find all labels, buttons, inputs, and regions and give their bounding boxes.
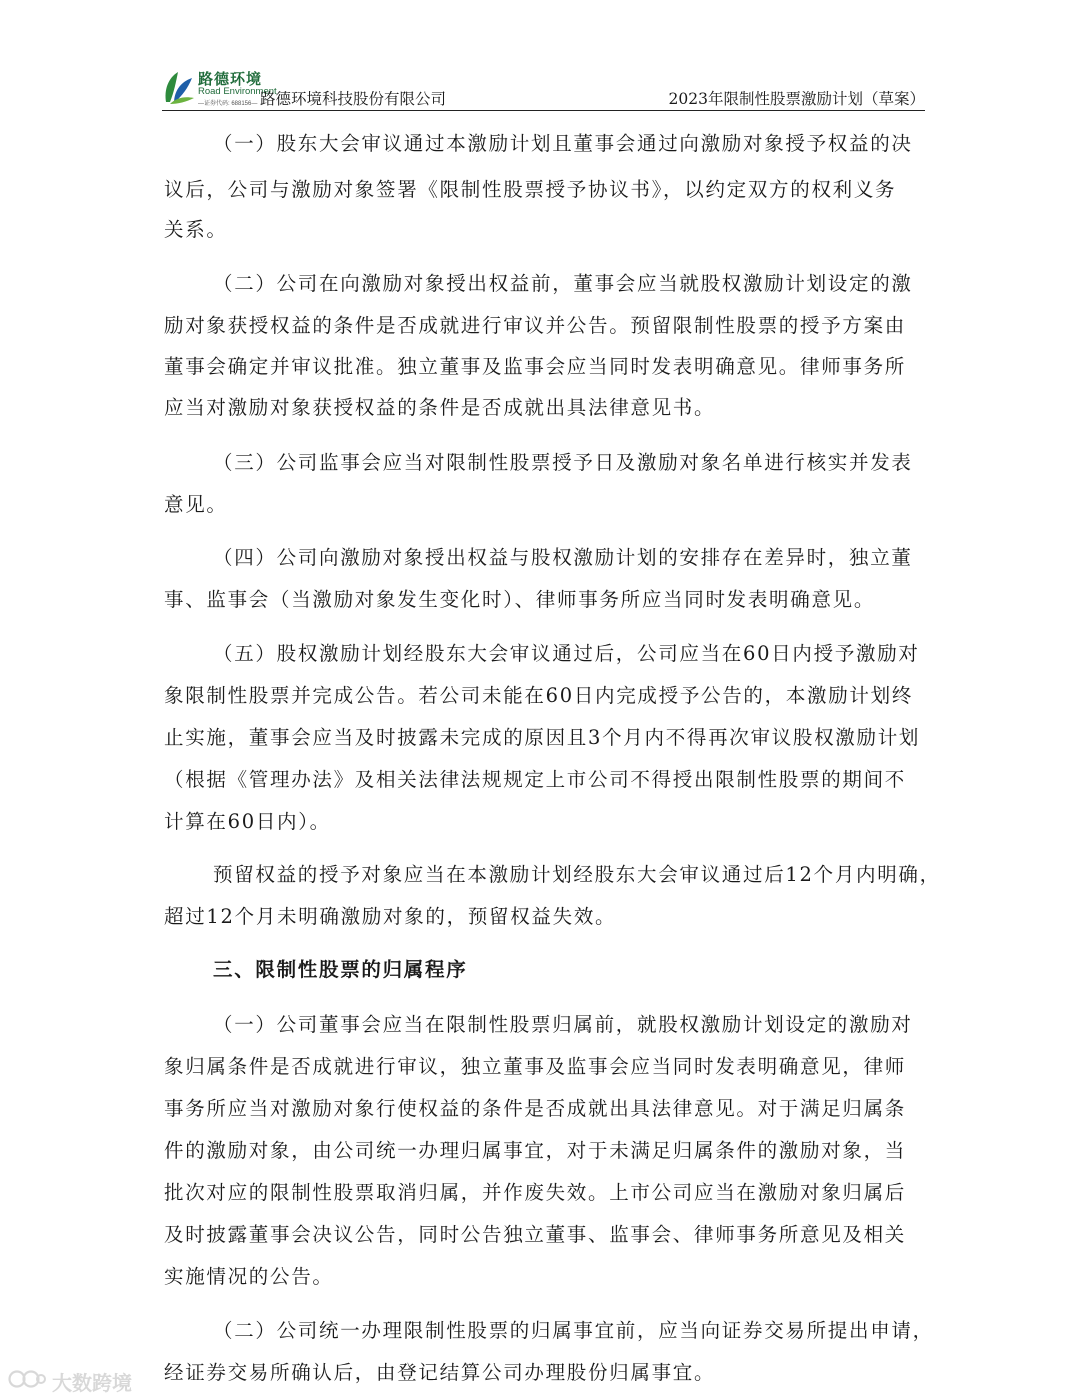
body-line: 议后，公司与激励对象签署《限制性股票授予协议书》，以约定双方的权利义务: [164, 178, 897, 201]
logo-stock-code: —证券代码: 688156—: [198, 101, 258, 107]
body-line: 董事会确定并审议批准。独立董事及监事会应当同时发表明确意见。律师事务所: [164, 355, 907, 378]
body-line: 应当对激励对象获授权益的条件是否成就出具法律意见书。: [164, 396, 716, 419]
page-header: [162, 66, 925, 111]
body-line: 关系。: [164, 218, 228, 241]
body-line: （一）股东大会审议通过本激励计划且董事会通过向激励对象授予权益的决: [213, 132, 913, 155]
body-line: （四）公司向激励对象授出权益与股权激励计划的安排存在差异时，独立董: [213, 546, 913, 569]
plan-title: 2023年限制性股票激励计划（草案）: [668, 90, 925, 108]
body-line: 预留权益的授予对象应当在本激励计划经股东大会审议通过后12个月内明确，: [213, 863, 941, 886]
logo-name-en: Road Environment: [198, 86, 277, 97]
watermark-logo-icon: [8, 1368, 48, 1390]
company-name: 路德环境科技股份有限公司: [260, 90, 447, 108]
body-line: （三）公司监事会应当对限制性股票授予日及激励对象名单进行核实并发表: [213, 451, 913, 474]
watermark-text: 大数跨境: [52, 1371, 132, 1395]
section-heading: 三、限制性股票的归属程序: [213, 958, 468, 981]
leaf-logo-icon: [162, 70, 196, 106]
body-line: 批次对应的限制性股票取消归属，并作废失效。上市公司应当在激励对象归属后: [164, 1181, 907, 1204]
body-line: 实施情况的公告。: [164, 1265, 334, 1288]
logo-name-cn: 路德环境: [198, 70, 263, 88]
body-line: 计算在60日内）。: [164, 810, 331, 833]
body-line: 经证券交易所确认后，由登记结算公司办理股份归属事宜。: [164, 1361, 716, 1384]
body-line: 超过12个月未明确激励对象的，预留权益失效。: [164, 905, 617, 928]
body-line: （二）公司在向激励对象授出权益前，董事会应当就股权激励计划设定的激: [213, 272, 913, 295]
body-line: （二）公司统一办理限制性股票的归属事宜前，应当向证券交易所提出申请，: [213, 1319, 934, 1342]
body-line: 事务所应当对激励对象行使权益的条件是否成就出具法律意见。对于满足归属条: [164, 1097, 907, 1120]
body-line: 象限制性股票并完成公告。若公司未能在60日内完成授予公告的，本激励计划终: [164, 684, 914, 707]
body-line: 及时披露董事会决议公告，同时公告独立董事、监事会、律师事务所意见及相关: [164, 1223, 907, 1246]
body-line: 励对象获授权益的条件是否成就进行审议并公告。预留限制性股票的授予方案由: [164, 314, 907, 337]
body-line: 事、监事会（当激励对象发生变化时）、律师事务所应当同时发表明确意见。: [164, 588, 876, 611]
body-line: 象归属条件是否成就进行审议，独立董事及监事会应当同时发表明确意见，律师: [164, 1055, 907, 1078]
body-line: 意见。: [164, 493, 228, 516]
body-line: （一）公司董事会应当在限制性股票归属前，就股权激励计划设定的激励对: [213, 1013, 913, 1036]
body-line: （五）股权激励计划经股东大会审议通过后，公司应当在60日内授予激励对: [213, 642, 920, 665]
body-line: 止实施，董事会应当及时披露未完成的原因且3个月内不得再次审议股权激励计划: [164, 726, 921, 749]
body-line: （根据《管理办法》及相关法律法规规定上市公司不得授出限制性股票的期间不: [164, 768, 907, 791]
body-line: 件的激励对象，由公司统一办理归属事宜，对于未满足归属条件的激励对象，当: [164, 1139, 907, 1162]
watermark: [8, 1366, 158, 1395]
